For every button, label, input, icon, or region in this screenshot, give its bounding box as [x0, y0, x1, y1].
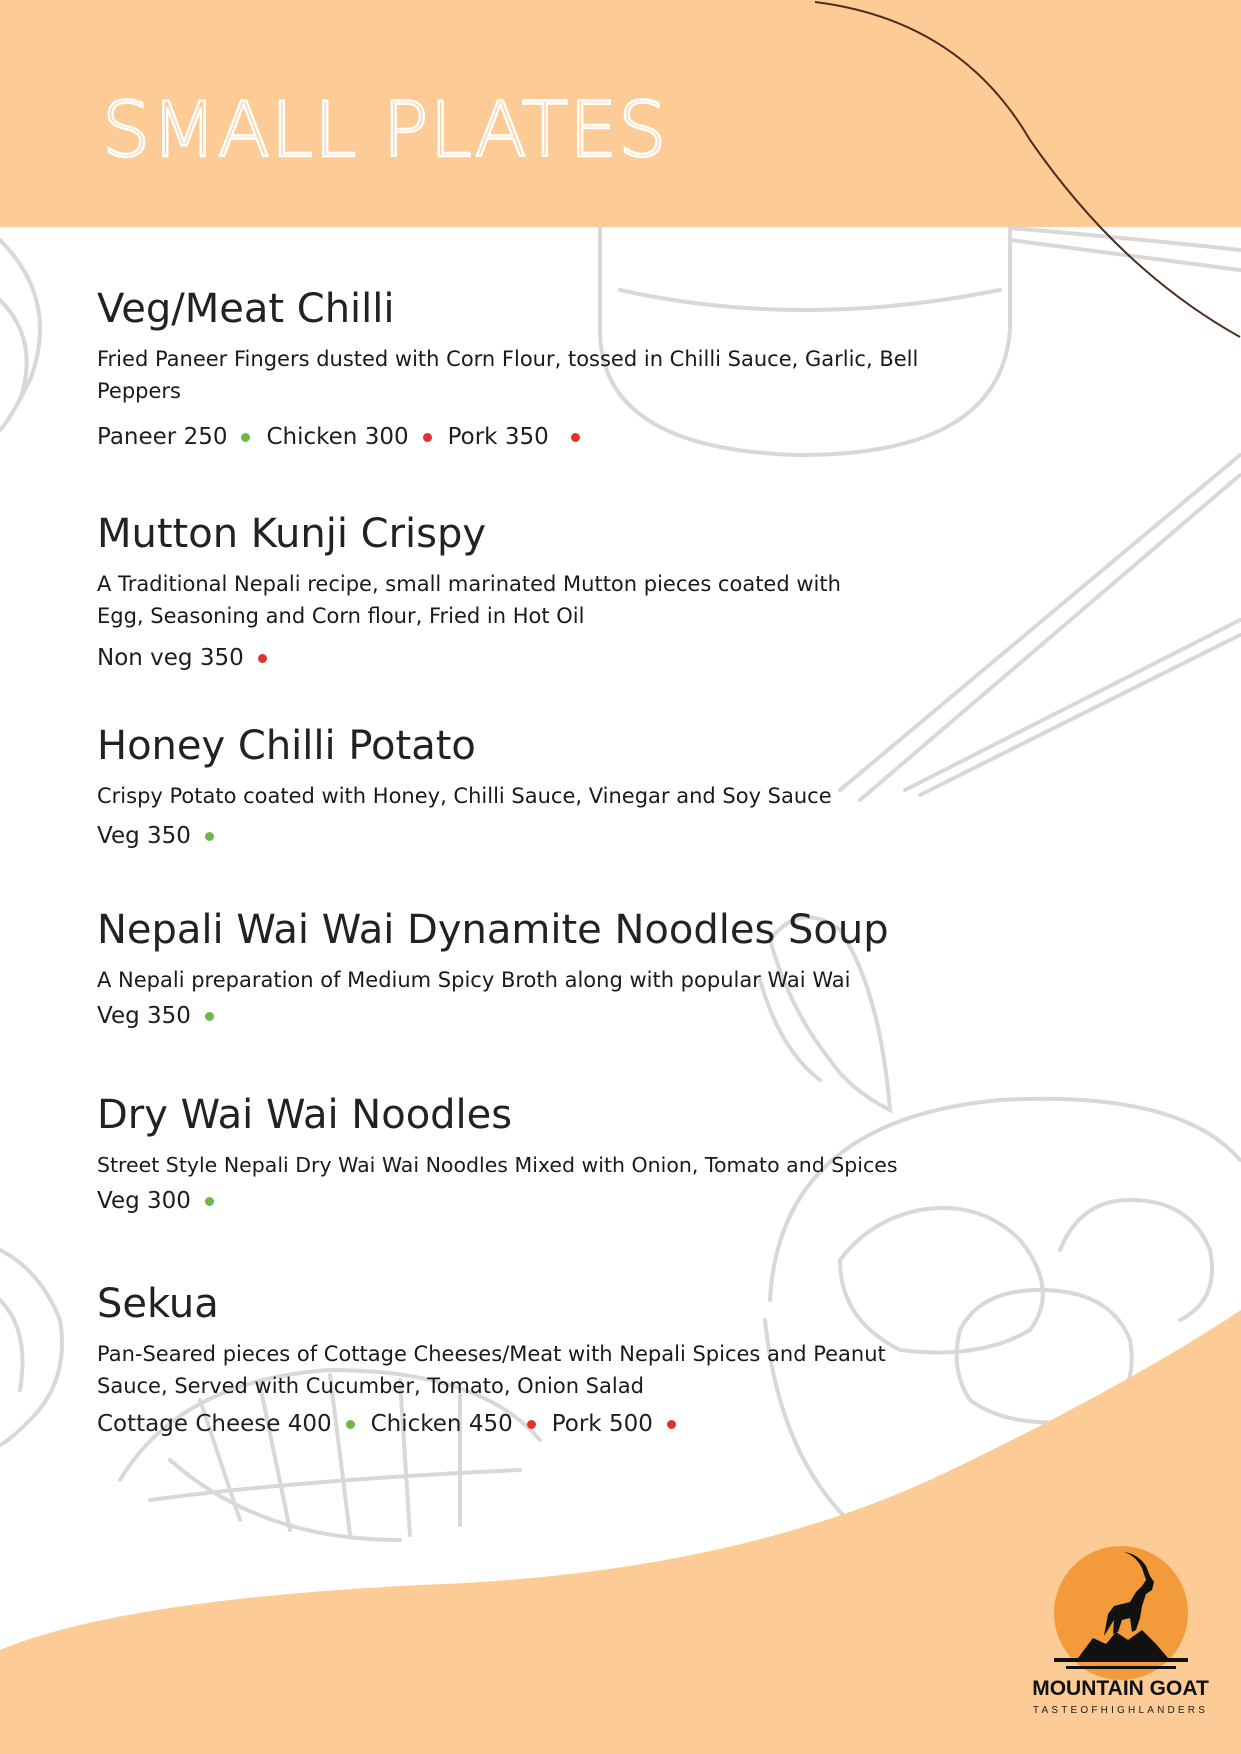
menu-item [97, 722, 957, 852]
item-name: Veg/Meat Chilli [97, 286, 395, 332]
nonveg-indicator-icon [667, 1420, 676, 1429]
nonveg-indicator-icon [527, 1420, 536, 1429]
item-description: A Nepali preparation of Medium Spicy Broth along with popular Wai Wai [97, 968, 851, 992]
nonveg-indicator-icon [258, 654, 267, 663]
price-option: Non veg 350 [97, 645, 244, 671]
item-name: Honey Chilli Potato [97, 723, 476, 769]
price-option: Chicken 450 [370, 1411, 513, 1437]
price-row [97, 820, 957, 852]
item-name: Sekua [97, 1281, 219, 1327]
item-description: Fried Paneer Fingers dusted with Corn Flour, tossed in Chilli Sauce, Garlic, Bell Peppers [97, 347, 919, 403]
menu-item [97, 285, 957, 453]
price-row [97, 642, 957, 674]
veg-indicator-icon [205, 832, 214, 841]
menu-item [97, 906, 957, 1032]
item-description: Street Style Nepali Dry Wai Wai Noodles Mixed with Onion, Tomato and Spices [97, 1153, 898, 1177]
price-row [97, 421, 957, 453]
price-option: Chicken 300 [266, 424, 409, 450]
menu-item [97, 1091, 957, 1217]
price-option: Cottage Cheese 400 [97, 1411, 332, 1437]
nonveg-indicator-icon [571, 433, 580, 442]
brand-logo [1018, 1540, 1223, 1730]
nonveg-indicator-icon [423, 433, 432, 442]
price-option: Veg 350 [97, 823, 191, 849]
brand-tagline: TASTEOFHIGHLANDERS [1032, 1705, 1209, 1716]
menu-item [97, 510, 957, 674]
item-name: Mutton Kunji Crispy [97, 511, 487, 557]
veg-indicator-icon [205, 1197, 214, 1206]
veg-indicator-icon [205, 1012, 214, 1021]
price-option: Veg 300 [97, 1188, 191, 1214]
item-name: Nepali Wai Wai Dynamite Noodles Soup [97, 907, 889, 953]
page-title: SMALL PLATES [102, 85, 668, 174]
price-option: Pork 350 [447, 424, 549, 450]
veg-indicator-icon [346, 1420, 355, 1429]
item-description: Pan-Seared pieces of Cottage Cheeses/Meat with Nepali Spices and Peanut Sauce, Served with Cucumber, Tomato, Onion Salad [97, 1342, 886, 1398]
price-row [97, 1000, 957, 1032]
mountain-goat-icon [1018, 1540, 1223, 1680]
item-description: Crispy Potato coated with Honey, Chilli Sauce, Vinegar and Soy Sauce [97, 784, 832, 808]
price-option: Pork 500 [551, 1411, 653, 1437]
menu-item [97, 1280, 957, 1440]
item-name: Dry Wai Wai Noodles [97, 1092, 513, 1138]
price-option: Veg 350 [97, 1003, 191, 1029]
price-option: Paneer 250 [97, 424, 228, 450]
price-row [97, 1185, 957, 1217]
item-description: A Traditional Nepali recipe, small marinated Mutton pieces coated with Egg, Seasoning and Corn flour, Fried in Hot Oil [97, 572, 841, 628]
brand-name: MOUNTAIN GOAT [1032, 1677, 1209, 1700]
veg-indicator-icon [241, 433, 250, 442]
price-row [97, 1408, 957, 1440]
